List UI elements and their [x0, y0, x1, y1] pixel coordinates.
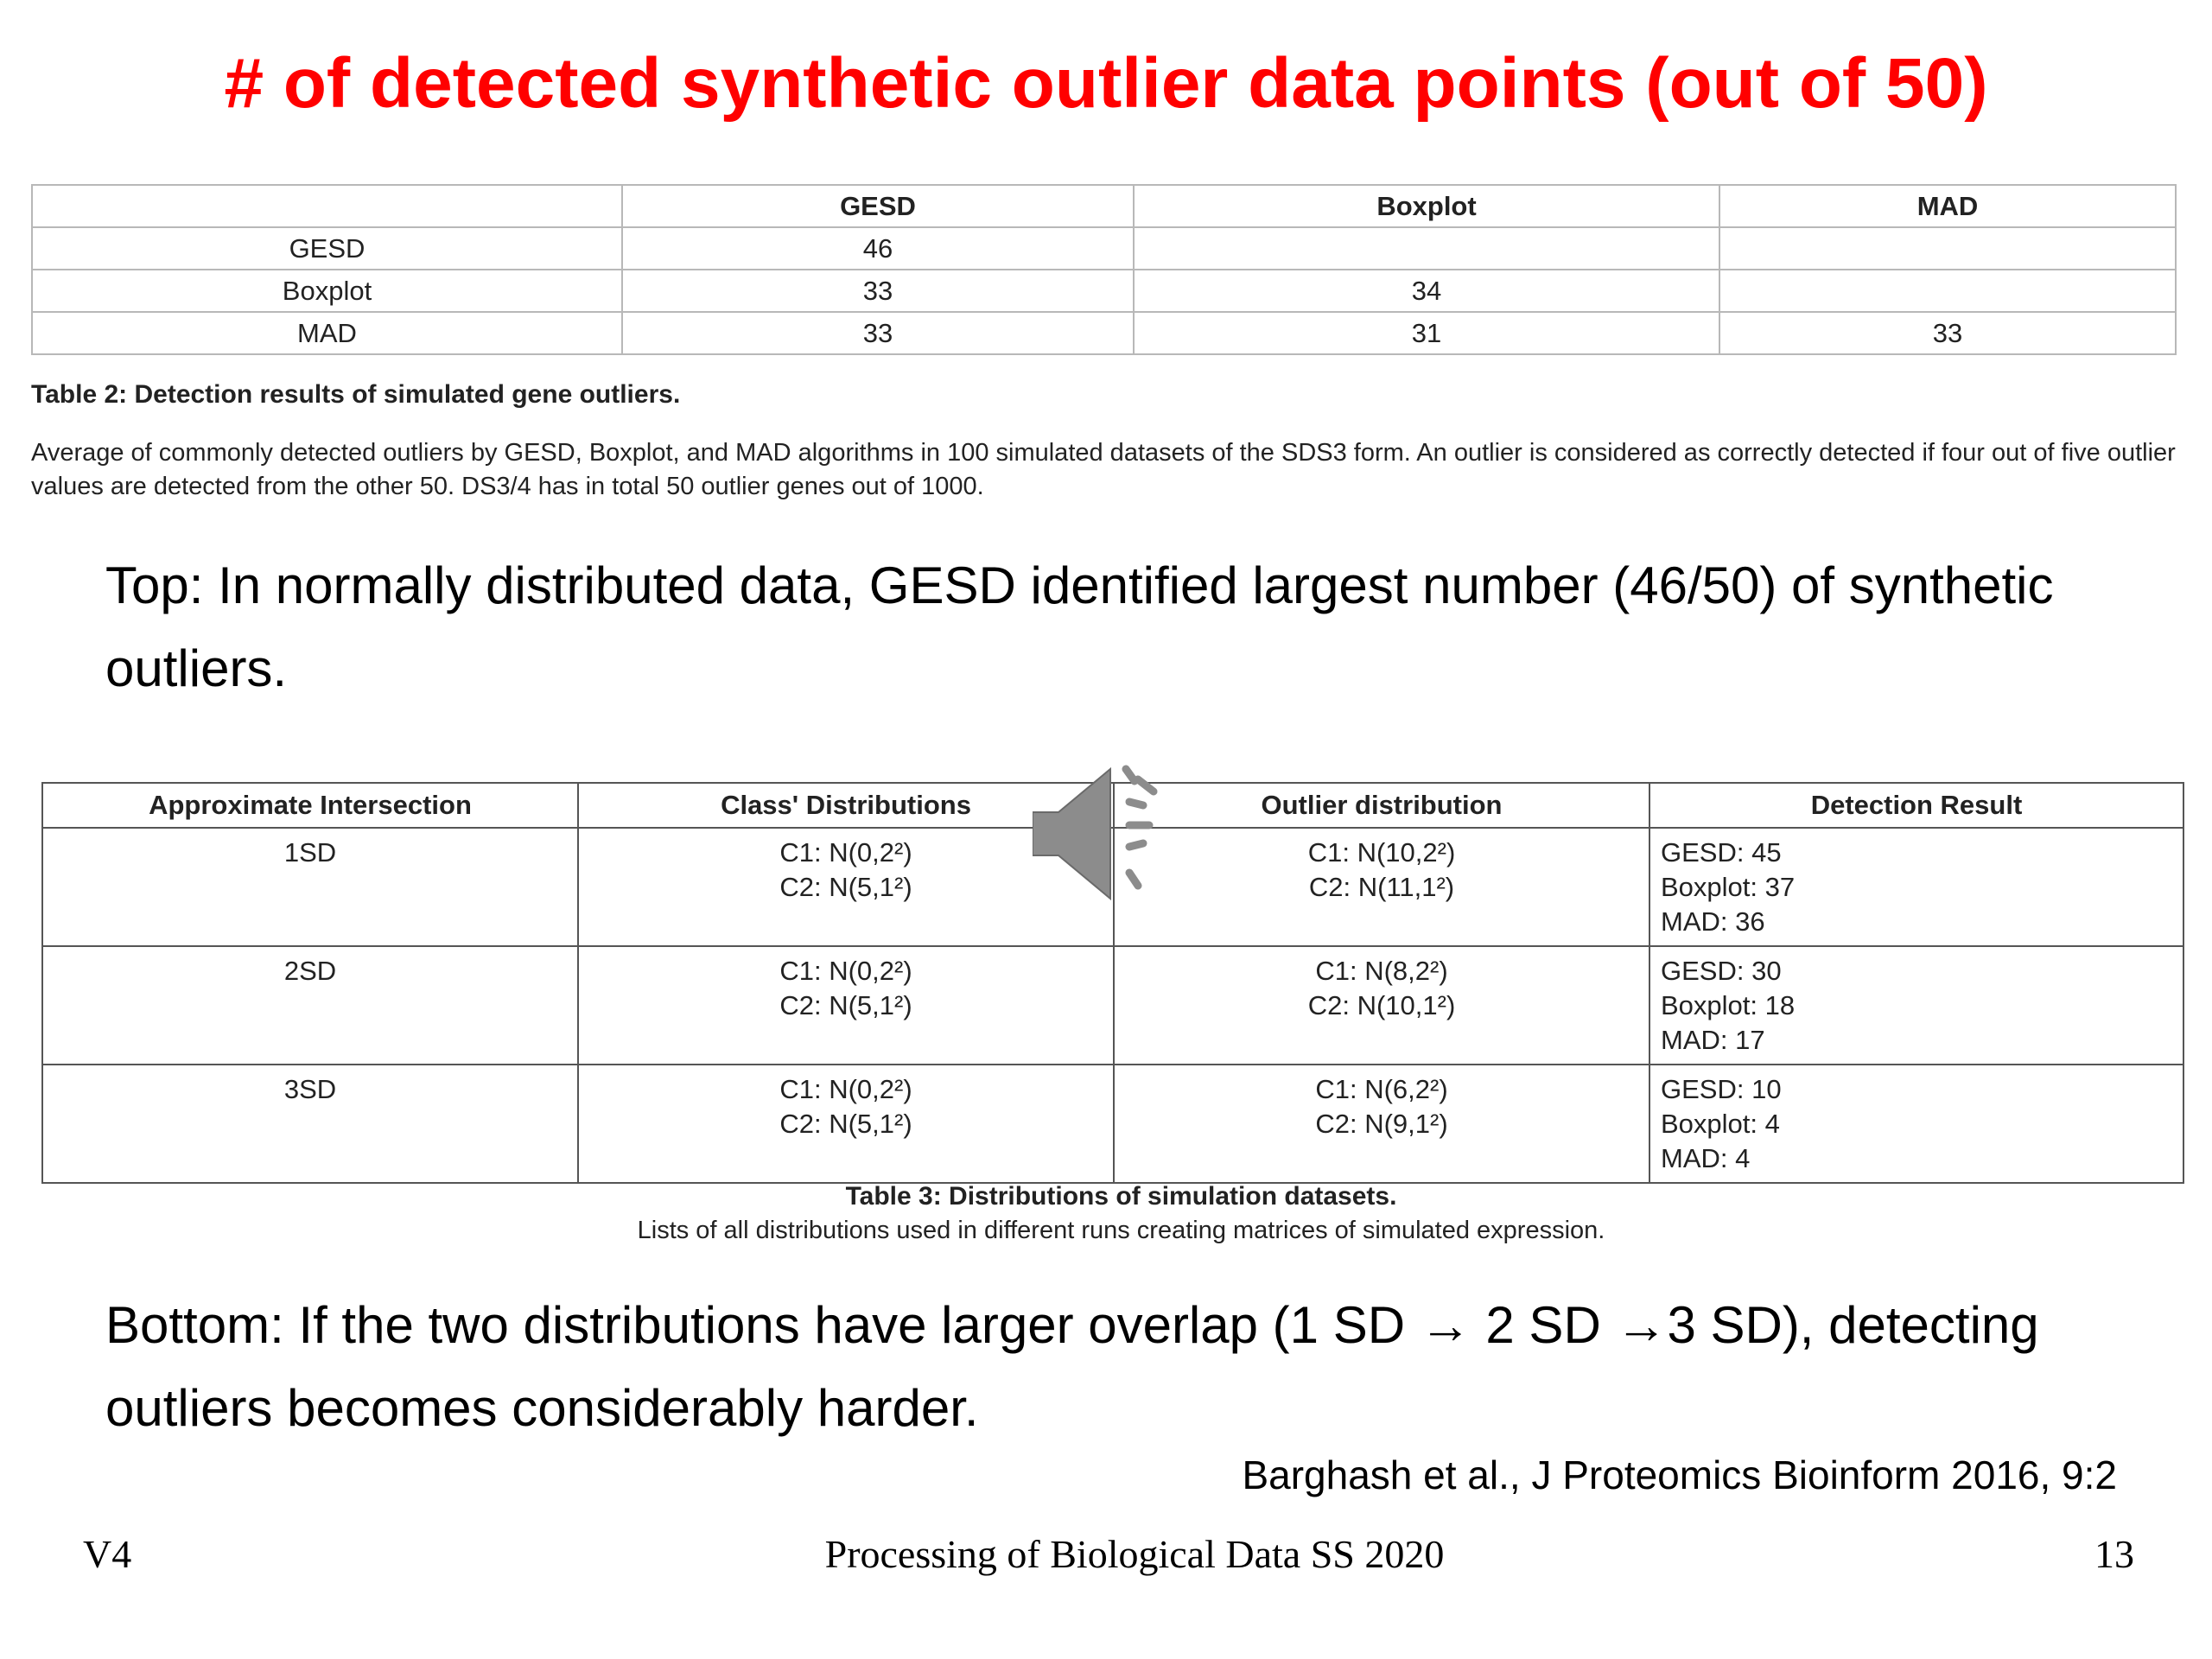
speaker-audio-icon[interactable]	[1033, 760, 1179, 907]
table-header-cell	[32, 185, 622, 227]
class-c1-line: C1: N(0,2²)	[779, 956, 912, 986]
bottom-summary-text: Bottom: If the two distributions have larger overlap (1 SD → 2 SD →3 SD), detecting outliers becomes considerably harder.	[105, 1296, 2039, 1437]
table-row	[32, 227, 2176, 270]
table-cell	[1719, 270, 2176, 312]
table-header-row	[32, 185, 2176, 227]
table-header-cell: GESD	[622, 185, 1134, 227]
slide-title: # of detected synthetic outlier data points (out of 50)	[224, 44, 1988, 123]
table-cell: 34	[1134, 270, 1719, 312]
outlier-c2-line: C2: N(9,1²)	[1315, 1109, 1448, 1139]
mad-result: MAD: 4	[1661, 1143, 1751, 1173]
intersection-cell: 2SD	[42, 946, 578, 1065]
outlier-distribution-cell	[1114, 1065, 1649, 1183]
table3-caption: Table 3: Distributions of simulation datasets.	[845, 1182, 1397, 1211]
boxplot-result: Boxplot: 18	[1661, 990, 1796, 1020]
table2-description: Average of commonly detected outliers by GESD, Boxplot, and MAD algorithms in 100 simulated datasets of the SDS3 form. An outlier is considered as correctly detected if four out of five outlier values are detected from the other 50. DS3/4 has in total 50 outlier genes out of 1000.	[31, 439, 2176, 500]
detection-result-cell	[1649, 828, 2183, 946]
table-cell	[1719, 227, 2176, 270]
table-header-cell: Class' Distributions	[578, 783, 1114, 828]
boxplot-result: Boxplot: 4	[1661, 1109, 1780, 1139]
table-row	[42, 1065, 2183, 1183]
outlier-distribution-cell	[1114, 828, 1649, 946]
class-c2-line: C2: N(5,1²)	[779, 1109, 912, 1139]
top-summary-text: Top: In normally distributed data, GESD identified largest number (46/50) of synthetic outliers.	[105, 556, 2054, 697]
class-c2-line: C2: N(5,1²)	[779, 990, 912, 1020]
detection-results-table	[31, 184, 2177, 355]
outlier-c1-line: C1: N(8,2²)	[1315, 956, 1448, 986]
table-cell: 33	[1719, 312, 2176, 354]
boxplot-result: Boxplot: 37	[1661, 872, 1796, 902]
table-row	[32, 312, 2176, 354]
table-cell: 31	[1134, 312, 1719, 354]
footer-page-number: 13	[2094, 1532, 2134, 1576]
citation: Barghash et al., J Proteomics Bioinform 2016, 9:2	[1242, 1452, 2117, 1497]
mad-result: MAD: 36	[1661, 906, 1765, 937]
footer-version: V4	[83, 1532, 132, 1576]
footer-course-title: Processing of Biological Data SS 2020	[824, 1532, 1445, 1576]
table-header-cell: Approximate Intersection	[42, 783, 578, 828]
mad-result: MAD: 17	[1661, 1025, 1765, 1055]
intersection-cell: 1SD	[42, 828, 578, 946]
gesd-result: GESD: 10	[1661, 1074, 1782, 1104]
class-distribution-cell	[578, 1065, 1114, 1183]
outlier-c2-line: C2: N(11,1²)	[1308, 872, 1455, 902]
table-row	[32, 270, 2176, 312]
table-cell: 46	[622, 227, 1134, 270]
outlier-c1-line: C1: N(10,2²)	[1307, 837, 1456, 868]
intersection-cell: 3SD	[42, 1065, 578, 1183]
class-c1-line: C1: N(0,2²)	[779, 837, 912, 868]
table2-caption: Table 2: Detection results of simulated gene outliers.	[31, 380, 681, 409]
table-header-cell: Detection Result	[1649, 783, 2183, 828]
table-cell: 33	[622, 270, 1134, 312]
table-header-cell: Outlier distribution	[1114, 783, 1649, 828]
class-c1-line: C1: N(0,2²)	[779, 1074, 912, 1104]
row-label-cell: MAD	[32, 312, 622, 354]
table-row	[42, 946, 2183, 1065]
gesd-result: GESD: 45	[1661, 837, 1782, 868]
gesd-result: GESD: 30	[1661, 956, 1782, 986]
table-cell: 33	[622, 312, 1134, 354]
table-header-cell: Boxplot	[1134, 185, 1719, 227]
row-label-cell: GESD	[32, 227, 622, 270]
outlier-distribution-cell	[1114, 946, 1649, 1065]
detection-result-cell	[1649, 1065, 2183, 1183]
table3-description: Lists of all distributions used in different runs creating matrices of simulated expression.	[637, 1217, 1605, 1244]
table-header-cell: MAD	[1719, 185, 2176, 227]
outlier-c2-line: C2: N(10,1²)	[1307, 990, 1456, 1020]
detection-result-cell	[1649, 946, 2183, 1065]
class-distribution-cell	[578, 946, 1114, 1065]
class-c2-line: C2: N(5,1²)	[779, 872, 912, 902]
table-cell	[1134, 227, 1719, 270]
row-label-cell: Boxplot	[32, 270, 622, 312]
outlier-c1-line: C1: N(6,2²)	[1315, 1074, 1448, 1104]
